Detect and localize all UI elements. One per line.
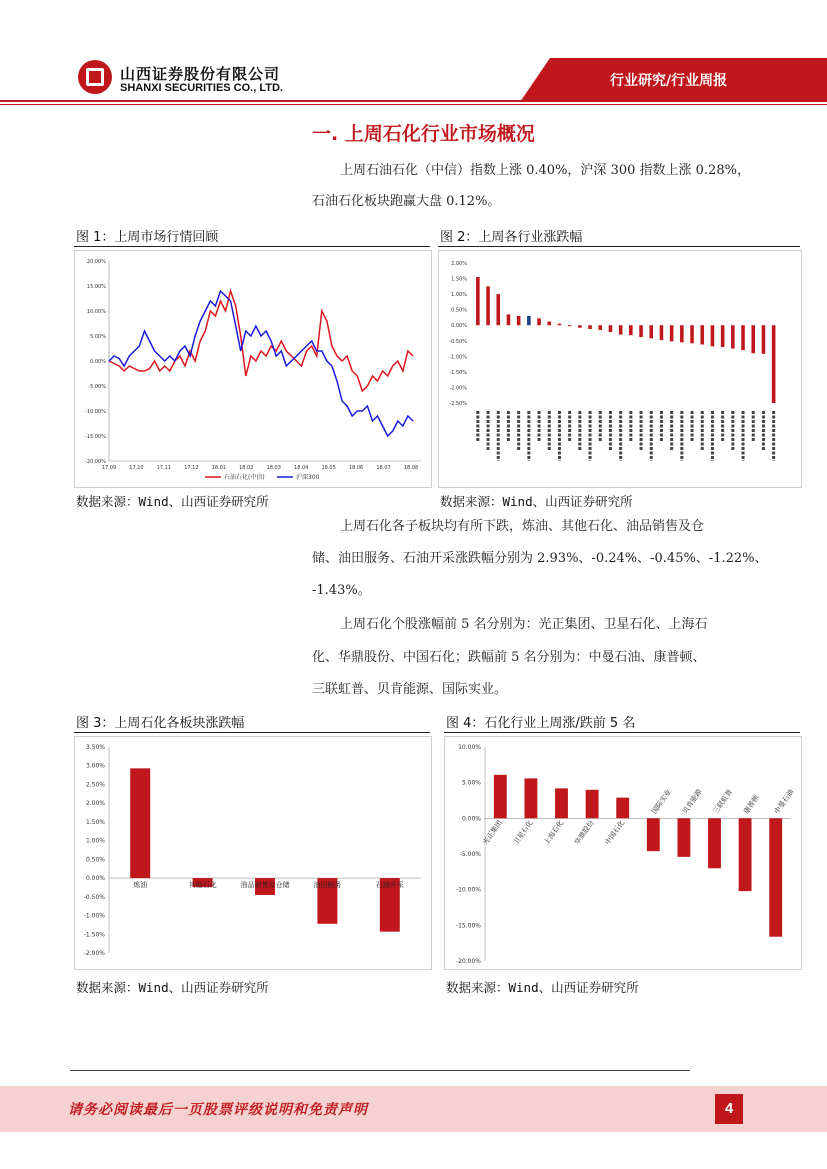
- fig2-bar: [568, 325, 572, 326]
- fig1-y-tick: -20.00%: [85, 459, 106, 465]
- fig1-y-tick: -10.00%: [85, 409, 106, 415]
- fig4-bar: [708, 818, 721, 868]
- fig3-chart-box: [74, 736, 432, 970]
- fig3-y-tick: 1.50%: [85, 818, 105, 826]
- fig2-bar: [609, 325, 613, 332]
- fig3-y-tick: 3.50%: [85, 744, 105, 751]
- fig2-bar: [578, 325, 582, 327]
- fig1-x-tick: 17.10: [129, 465, 144, 471]
- company-logo-mark: [86, 68, 104, 86]
- fig2-bar: [486, 286, 490, 325]
- fig2-bar: [639, 325, 643, 337]
- fig4-y-tick: 10.00%: [458, 744, 481, 751]
- fig3-category-label: 炼油: [133, 881, 148, 890]
- fig1-x-tick: 18.04: [294, 465, 309, 471]
- fig2-y-tick: -1.50%: [449, 369, 467, 376]
- fig4-caption: 图 4：石化行业上周涨/跌前 5 名: [446, 716, 636, 731]
- fig4-y-tick: -15.00%: [455, 922, 481, 930]
- fig2-bar: [700, 325, 704, 344]
- fig1-x-tick: 18.05: [321, 465, 336, 471]
- fig2-bar: [547, 321, 551, 325]
- fig1-x-tick: 18.01: [211, 465, 226, 471]
- fig4-category-label: 贝肯能源: [680, 787, 704, 816]
- fig2-source: 数据来源：Wind、山西证券研究所: [440, 494, 633, 509]
- fig2-y-tick: 1.50%: [451, 276, 467, 283]
- fig3-y-tick: 2.00%: [85, 800, 105, 808]
- fig4-category-label: 光正集团: [481, 818, 504, 847]
- fig4-bar: [524, 778, 537, 818]
- para2-line2: 储、油田服务、石油开采涨跌幅分别为 2.93%、-0.24%、-0.45%、-1.22%、: [312, 551, 768, 566]
- fig2-bar: [711, 325, 715, 346]
- fig3-category-label: 油田服务: [313, 881, 342, 890]
- fig4-bar: [555, 788, 568, 818]
- fig4-category-label: 上海石化: [542, 818, 566, 847]
- fig2-bar: [507, 314, 511, 325]
- fig1-x-tick: 17.09: [101, 465, 117, 471]
- fig3-y-tick: -2.00%: [83, 950, 105, 957]
- fig2-bar: [751, 325, 755, 353]
- fig4-y-tick: -20.00%: [455, 958, 481, 965]
- fig3-y-tick: -0.50%: [83, 893, 105, 901]
- fig3-y-tick: -1.50%: [83, 931, 105, 939]
- fig1-series-line: [109, 291, 413, 436]
- fig2-y-tick: -0.50%: [449, 338, 467, 345]
- fig4-bar: [739, 818, 752, 891]
- fig3-y-tick: -1.00%: [83, 912, 105, 920]
- fig4-chart-box: [444, 736, 802, 970]
- fig2-bar: [588, 325, 592, 329]
- fig1-x-tick: 17.11: [156, 465, 172, 471]
- fig1-rule: [74, 246, 430, 247]
- fig3-bar: [130, 768, 150, 878]
- section-title: 一. 上周石化行业市场概况: [312, 123, 535, 145]
- fig1-y-tick: 5.00%: [90, 334, 106, 340]
- disclaimer-text: 请务必阅读最后一页股票评级说明和免责声明: [68, 1102, 368, 1118]
- header-rule-thin: [0, 104, 827, 105]
- fig4-y-tick: -10.00%: [455, 886, 481, 894]
- fig4-y-tick: 0.00%: [461, 815, 481, 823]
- fig2-bar: [527, 316, 531, 325]
- fig4-source: 数据来源：Wind、山西证券研究所: [446, 980, 639, 995]
- fig2-bar-chart: [439, 251, 801, 487]
- fig4-y-tick: -5.00%: [459, 851, 481, 858]
- fig3-category-label: 石油开采: [375, 881, 404, 890]
- fig1-y-tick: 10.00%: [86, 309, 106, 315]
- fig4-category-label: 中曼石油: [772, 787, 796, 816]
- fig4-category-label: 卫星石化: [511, 818, 535, 847]
- fig2-bar: [649, 325, 653, 338]
- fig3-category-label: 油品销售及仓储: [240, 881, 290, 890]
- fig2-y-tick: -1.00%: [449, 354, 467, 361]
- fig1-legend-label: 沪深300: [296, 474, 320, 481]
- fig1-y-tick: 15.00%: [86, 284, 106, 290]
- para3-line1: 上周石化个股涨幅前 5 名分别为：光正集团、卫星石化、上海石: [340, 617, 708, 632]
- fig1-source: 数据来源：Wind、山西证券研究所: [76, 494, 269, 509]
- fig2-bar: [660, 325, 664, 340]
- fig3-y-tick: 3.00%: [85, 762, 105, 770]
- fig4-category-label: 康普顿: [742, 793, 761, 816]
- company-name-en: SHANXI SECURITIES CO., LTD.: [120, 82, 283, 94]
- para1-line2: 石油石化板块跑赢大盘 0.12%。: [312, 194, 501, 209]
- fig1-x-tick: 18.03: [266, 465, 281, 471]
- fig4-bar: [769, 818, 782, 936]
- fig4-category-label: 国际实业: [650, 787, 673, 816]
- fig3-caption: 图 3：上周石化各板块涨跌幅: [76, 716, 245, 731]
- fig1-series-line: [109, 291, 413, 391]
- fig2-y-tick: 1.00%: [451, 292, 467, 299]
- fig1-legend-label: 石油石化(中信): [224, 474, 265, 481]
- fig4-bar: [586, 790, 599, 819]
- fig2-y-tick: 2.00%: [451, 261, 467, 267]
- footer-rule: [70, 1070, 690, 1071]
- para3-line2: 化、华鼎股份、中国石化；跌幅前 5 名分别为：中曼石油、康普顿、: [312, 650, 706, 665]
- company-name-cn: 山西证券股份有限公司: [120, 65, 281, 83]
- para2-line3: -1.43%。: [312, 583, 371, 598]
- fig3-source: 数据来源：Wind、山西证券研究所: [76, 980, 269, 995]
- fig1-x-tick: 17.12: [184, 465, 199, 471]
- fig2-bar: [496, 294, 500, 325]
- fig1-y-tick: 20.00%: [86, 259, 106, 265]
- fig2-bar: [721, 325, 725, 347]
- fig4-category-label: 华鼎股份: [573, 818, 596, 847]
- fig2-bar: [629, 325, 633, 335]
- fig2-y-tick: -2.50%: [449, 401, 467, 407]
- fig2-y-tick: -2.00%: [449, 385, 467, 392]
- fig4-category-label: 三联虹普: [711, 787, 735, 816]
- fig2-bar: [476, 277, 480, 325]
- fig2-rule: [438, 246, 800, 247]
- fig2-bar: [558, 324, 562, 326]
- fig2-bar: [670, 325, 674, 341]
- report-type-label: 行业研究/行业周报: [610, 73, 728, 89]
- fig1-line-chart: [75, 251, 431, 487]
- fig3-y-tick: 0.50%: [85, 856, 105, 864]
- fig2-bar: [762, 325, 766, 354]
- fig1-y-tick: -5.00%: [88, 384, 106, 390]
- page-number: 4: [715, 1094, 743, 1124]
- fig1-y-tick: -15.00%: [85, 434, 106, 440]
- fig1-caption: 图 1：上周市场行情回顾: [76, 230, 219, 245]
- fig3-rule: [74, 732, 430, 733]
- fig2-bar: [619, 325, 623, 334]
- fig2-chart-box: [438, 250, 802, 488]
- fig2-bar: [741, 325, 745, 350]
- fig2-y-tick: 0.50%: [451, 307, 467, 314]
- fig3-y-tick: 1.00%: [85, 837, 105, 845]
- fig3-bar-chart: [75, 737, 431, 969]
- fig4-bar: [494, 775, 507, 819]
- fig3-y-tick: 2.50%: [85, 781, 105, 789]
- fig2-bar: [772, 325, 776, 403]
- fig4-bar: [647, 818, 660, 851]
- fig4-rule: [444, 732, 800, 733]
- fig2-bar: [690, 325, 694, 343]
- fig2-bar: [598, 325, 602, 330]
- para2-line1: 上周石化各子板块均有所下跌，炼油、其他石化、油品销售及仓: [340, 519, 705, 534]
- fig1-y-tick: 0.00%: [90, 359, 106, 365]
- fig3-y-tick: 0.00%: [85, 875, 105, 883]
- fig1-chart-box: [74, 250, 432, 488]
- fig1-x-tick: 18.08: [403, 465, 419, 471]
- fig1-x-tick: 18.02: [239, 465, 254, 471]
- fig2-y-tick: 0.00%: [451, 323, 467, 330]
- para1-line1: 上周石油石化（中信）指数上涨 0.40%，沪深 300 指数上涨 0.28%，: [340, 163, 750, 178]
- fig4-bar: [616, 798, 629, 819]
- fig4-bar: [677, 818, 690, 857]
- fig4-bar-chart: [445, 737, 801, 969]
- fig3-category-label: 其他石化: [188, 881, 217, 890]
- header-rule: [0, 100, 827, 102]
- fig2-bar: [517, 316, 521, 325]
- fig2-caption: 图 2：上周各行业涨跌幅: [440, 230, 583, 245]
- fig4-category-label: 中国石化: [603, 818, 627, 847]
- fig2-bar: [537, 318, 541, 325]
- fig4-y-tick: 5.00%: [461, 779, 481, 787]
- fig1-x-tick: 18.07: [376, 465, 391, 471]
- fig2-bar: [731, 325, 735, 348]
- fig1-x-tick: 18.06: [348, 465, 364, 471]
- para3-line3: 三联虹普、贝肯能源、国际实业。: [312, 682, 508, 697]
- fig2-bar: [680, 325, 684, 342]
